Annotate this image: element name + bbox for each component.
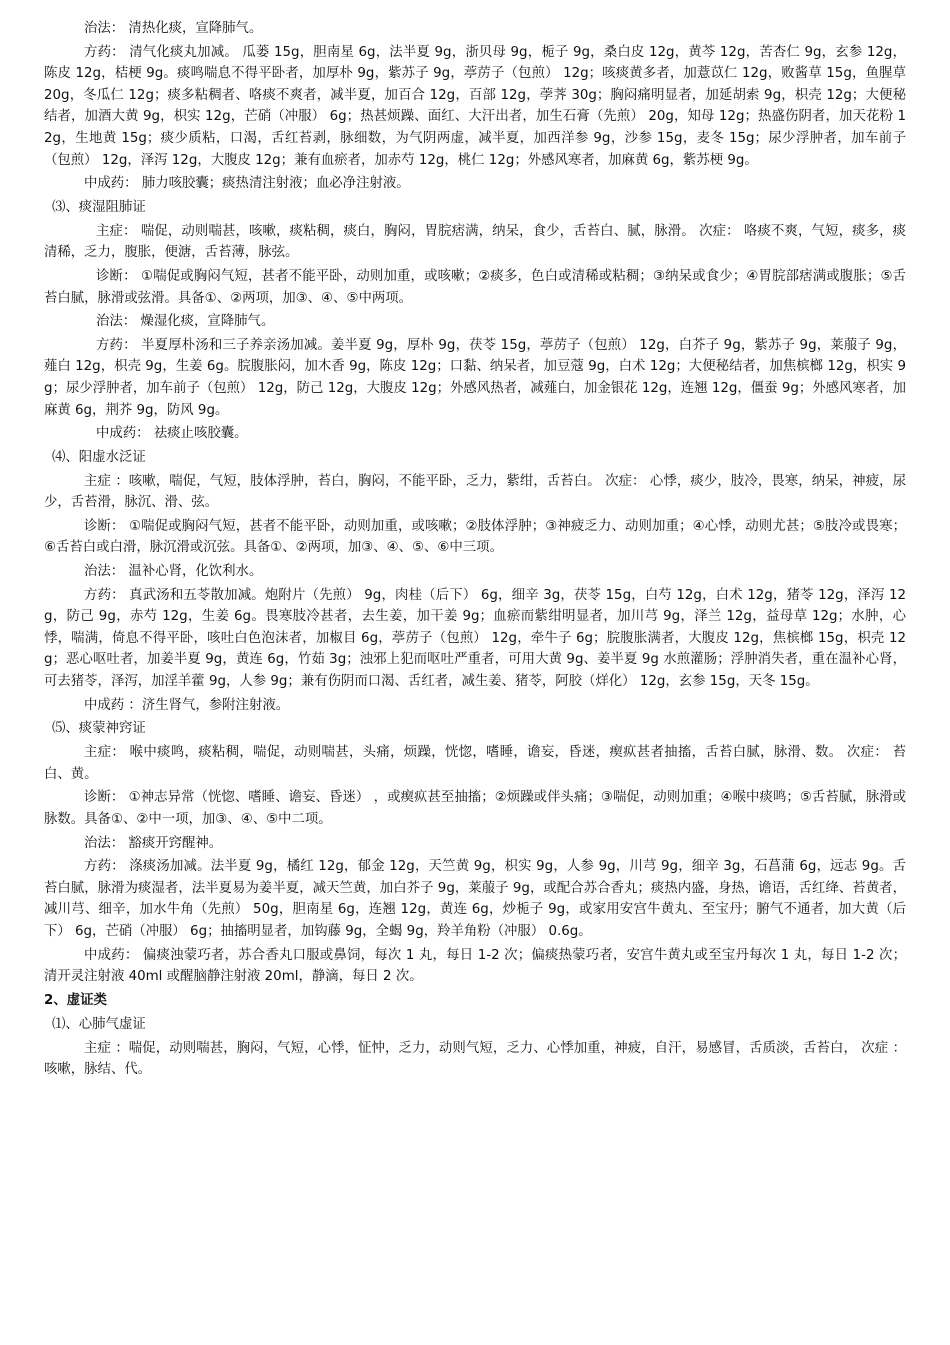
treatment-principle: 治法： 燥湿化痰，宣降肺气。 (96, 314, 275, 330)
section-heading-phlegm-mind: ⑸、痰蒙神窍证 (52, 721, 146, 737)
section-heading-yang-deficiency: ⑷、阳虚水泛证 (52, 449, 146, 465)
patent-medicine: 中成药： 偏痰浊蒙巧者，苏合香丸口服或鼻饲，每次 1 丸，每日 1-2 次；偏痰热蒙巧者，安宫牛黄丸或至宝丹每次 1 丸，每日 1-2 次；清开灵注射液 40ml 或醒脑静注射液 20ml，静滴，每日 2 次。 (44, 947, 906, 985)
main-symptoms: 主症： 喘促，动则喘甚，咳嗽，痰粘稠，痰白，胸闷，胃脘痞满，纳呆，食少，舌苔白、腻，脉滑。 次症： 咯痰不爽，气短，痰多，痰清稀，乏力，腹胀，便溏，舌苔薄，脉弦。 (44, 223, 906, 261)
patent-medicine: 中成药 ：济生肾气，参附注射液。 (84, 697, 290, 713)
section-heading-phlegm-damp: ⑶、痰湿阻肺证 (52, 199, 146, 215)
prescription: 方药： 真武汤和五苓散加减。炮附片（先煎） 9g，肉桂（后下） 6g，细辛 3g，茯苓 15g，白芍 12g，白术 12g，猪苓 12g，泽泻 12g，防己 9g，赤芍 12g，生姜 6g。畏寒肢冷甚者，去生姜，加干姜 9g；血瘀而紫绀明显者，加川芎 9g，泽兰 12g，益母草 12g；水肿，心悸，喘满，倚息不得平卧，咳吐白色泡沫者，加椒目 6g，葶苈子（包煎） 12g，牵牛子 6g；脘腹胀满者，大腹皮 12g，焦槟榔 15g，枳壳 12g；恶心呕吐者，加姜半夏 9g，黄连 6g，竹茹 3g；浊邪上犯而呕吐严重者，可用大黄 9g、姜半夏 9g 水煎灌肠；浮肿消失者，重在温补心肾，可去猪苓，泽泻，加淫羊藿 9g，人参 9g；兼有伤阴而口渴、舌红者，减生姜、猪苓，阿胶（烊化） 12g，玄参 15g，天冬 15g。 (44, 587, 906, 690)
category-heading-deficiency: 2、虚证类 (44, 992, 107, 1008)
diagnosis: 诊断： ①神志异常（恍惚、嗜睡、谵妄、昏迷） ，或瘈疭甚至抽搐；②烦躁或伴头痛；③喘促，动则加重；④喉中痰鸣；⑤舌苔腻，脉滑或脉数。具备①、②中一项，加③、④、⑤中二项。 (44, 790, 906, 827)
prescription: 方药： 清气化痰丸加减。 瓜蒌 15g，胆南星 6g，法半夏 9g，浙贝母 9g，栀子 9g，桑白皮 12g，黄芩 12g，苦杏仁 9g，玄参 12g，陈皮 12g，桔梗 9g。痰鸣喘息不得平卧者，加厚朴 9g，紫苏子 9g，葶苈子（包煎） 12g；咳痰黄多者，加薏苡仁 12g，败酱草 15g，鱼腥草 20g，冬瓜仁 12g；痰多粘稠者、咯痰不爽者，减半夏，加百合 12g，百部 12g，荸荠 30g；胸闷痛明显者，加延胡索 9g，枳壳 12g；大便秘结者，加酒大黄 9g，枳实 12g，芒硝（冲服） 6g；热甚烦躁、面红、大汗出者，加生石膏（先煎） 20g，知母 12g；热盛伤阴者，加天花粉 12g，生地黄 15g；痰少质粘，口渴，舌红苔剥，脉细数，为气阴两虚，减半夏，加西洋参 9g，沙参 15g，麦冬 15g；尿少浮肿者，加车前子（包煎） 12g，泽泻 12g，大腹皮 12g；兼有血瘀者，加赤芍 12g，桃仁 12g；外感风寒者，加麻黄 6g，紫苏梗 9g。 (44, 44, 906, 168)
treatment-principle: 治法： 清热化痰，宣降肺气。 (84, 21, 263, 36)
section-heading-heart-lung-qi: ⑴、心肺气虚证 (52, 1016, 146, 1032)
main-symptoms: 主症： 喉中痰鸣，痰粘稠，喘促，动则喘甚，头痛，烦躁，恍惚，嗜睡，谵妄，昏迷，瘈疭甚者抽搐，舌苔白腻，脉滑、数。 次症： 苔白、黄。 (44, 745, 906, 782)
diagnosis: 诊断： ①喘促或胸闷气短，甚者不能平卧，动则加重，或咳嗽；②痰多，色白或清稀或粘稠；③纳呆或食少；④胃脘部痞满或腹胀；⑤舌苔白腻，脉滑或弦滑。具备①、②两项，加③、④、⑤中两项。 (44, 268, 906, 306)
prescription: 方药： 半夏厚朴汤和三子养亲汤加减。姜半夏 9g，厚朴 9g，茯苓 15g，葶苈子（包煎） 12g，白芥子 9g，紫苏子 9g，莱菔子 9g，薤白 12g，枳壳 9g，生姜 6g。脘腹胀闷，加木香 9g，陈皮 12g；口黏、纳呆者，加豆蔻 9g，白术 12g；大便秘结者，加焦槟榔 12g，枳实 9g；尿少浮肿者，加车前子（包煎） 12g，防己 12g，大腹皮 12g；外感风热者，减薤白，加金银花 12g，连翘 12g，僵蚕 9g；外感风寒者，加麻黄 6g，荆芥 9g，防风 9g。 (44, 337, 906, 418)
treatment-principle: 治法： 豁痰开窍醒神。 (84, 835, 223, 851)
main-symptoms: 主症 ：喘促，动则喘甚，胸闷，气短，心悸，怔忡，乏力，动则气短，乏力、心悸加重，神疲，自汗，易感冒，舌质淡，舌苔白， 次症 ：咳嗽，脉结、代。 (44, 1040, 906, 1078)
main-symptoms: 主症 ：咳嗽，喘促，气短，肢体浮肿，苔白，胸闷，不能平卧，乏力，紫绀，舌苔白。 次症： 心悸，痰少，肢冷，畏寒，纳呆，神疲，尿少，舌苔滑，脉沉、滑、弦。 (44, 473, 906, 511)
diagnosis: 诊断： ①喘促或胸闷气短，甚者不能平卧，动则加重，或咳嗽；②肢体浮肿；③神疲乏力、动则加重；④心悸，动则尤甚；⑤肢冷或畏寒；⑥舌苔白或白滑，脉沉滑或沉弦。具备①、②两项，加③、④、⑤、⑥中三项。 (44, 518, 906, 556)
treatment-principle: 治法： 温补心肾，化饮利水。 (84, 564, 263, 580)
prescription: 方药： 涤痰汤加减。法半夏 9g，橘红 12g，郁金 12g，天竺黄 9g，枳实 9g，人参 9g，川芎 9g，细辛 3g，石菖蒲 6g，远志 9g。舌苔白腻，脉滑为痰湿者，法半夏易为姜半夏，减天竺黄，加白芥子 9g，莱菔子 9g，或配合苏合香丸；痰热内盛，身热，谵语，舌红绛、苔黄者，减川芎、细辛，加水牛角（先煎） 50g，胆南星 6g，连翘 12g，黄连 6g，炒栀子 9g，或家用安宫牛黄丸、至宝丹；腑气不通者，加大黄（后下） 6g，芒硝（冲服） 6g；抽搐明显者，加钩藤 9g，全蝎 9g，羚羊角粉（冲服） 0.6g。 (44, 859, 906, 939)
patent-medicine: 中成药： 肺力咳胶囊；痰热清注射液；血必净注射液。 (84, 176, 410, 192)
patent-medicine: 中成药： 祛痰止咳胶囊。 (96, 426, 248, 442)
